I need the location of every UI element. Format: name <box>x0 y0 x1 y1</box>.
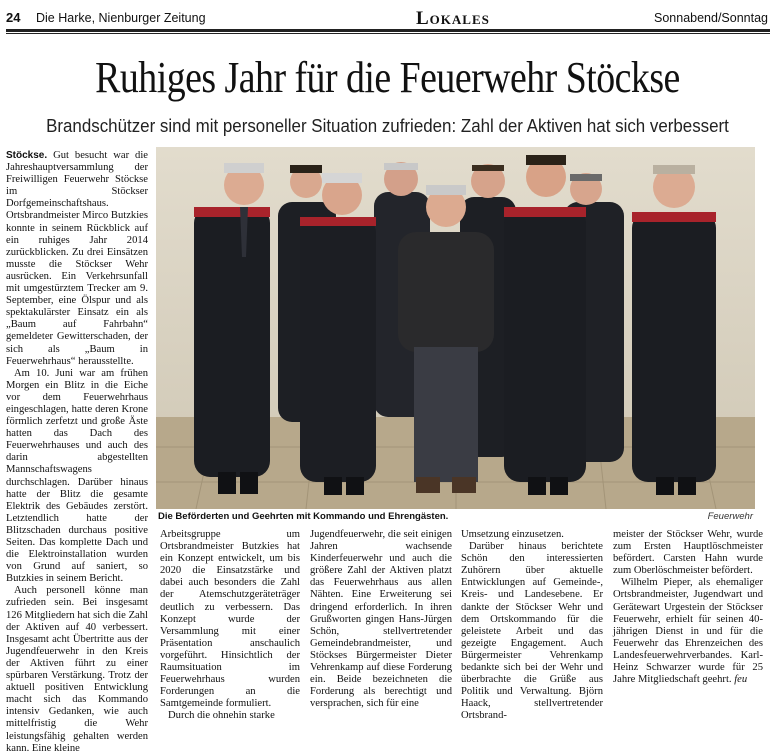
paragraph: meister der Stöckser Wehr, wurde zum Ersten Hauptlöschmeister befördert. Carsten Hahn wurde zum Oberlöschmeister befördert. <box>613 529 763 577</box>
section-title: Lokales <box>416 8 490 29</box>
paragraph: Durch die ohnehin starke <box>168 710 275 722</box>
photo-credit: Feuerwehr <box>707 511 753 522</box>
newspaper-name: Die Harke, Nienburger Zeitung <box>36 11 206 25</box>
article-column-5 <box>613 529 763 686</box>
paragraph-text: Wilhelm Pieper, als ehemaliger Ortsbrandmeister, Jugendwart und Gerätewart Urgestein der Stöckser Feuerwehr, erhielt für seinen 40-jährigen Dienst in und für die Feuerwehr das Ehrenzeichen des Landesfeuerwehrverbandes. Karl-Heinz Schwarzer wurde für 25 Jahre Mitgliedschaft geehrt. <box>613 577 763 686</box>
person-front-2 <box>300 173 376 495</box>
article-column-2 <box>160 529 300 723</box>
paragraph <box>6 150 148 368</box>
article-column-3 <box>310 529 452 710</box>
header-rule-thin <box>6 33 770 34</box>
paragraph: Am 10. Juni war am frühen Morgen ein Blitz in die Eiche vor dem Feuerwehrhaus eingeschlagen, hatte deren Krone förmlich zerfetzt und große Äste hatten das Dach des Feuerwehrhauses und auch des darin abgestellten Mannschaftswagens durchschlagen. Darüber hinaus hatte der Blitz die gesamte Elektrik des Gebäudes zerstört. Letztendlich hatte der Blitzschaden durchaus positive Seiten. Das komplette Dach und die Elektroinstallation wurden von Grund auf saniert, so Butzkies in seinem Bericht. <box>6 367 148 585</box>
paragraph: Umsetzung einzusetzen. <box>461 529 564 540</box>
header-rule <box>6 29 770 32</box>
photo-caption: Die Beförderten und Geehrten mit Kommando und Ehrengästen. <box>158 511 449 522</box>
page-header <box>6 6 768 28</box>
subheadline: Brandschützer sind mit personeller Situation zufrieden: Zahl der Aktiven hat sich verbessert <box>46 116 729 136</box>
article-column-1 <box>6 150 148 755</box>
paragraph: Arbeitsgruppe um Ortsbrandmeister Butzkies hat ein Konzept entwickelt, um bis 2020 die Einsatzstärke und dabei auch besonders die Zahl der Atemschutzgeräteträger deutlich zu verbessern. Das Konzept wurde der Versammlung mit einer Präsentation anschaulich vorgeführt. Hinsichtlich der Raumsituation im Feuerwehrhaus wurden Forderungen an die Samtgemeinde formuliert. <box>160 529 300 710</box>
paragraph: Darüber hinaus berichtete Schön den interessierten Zuhörern über aktuelle Entwicklungen auf Gemeinde-, Kreis- und Landesebene. Er dankte der Stöckser Wehr und dem Ortskommando für die geleistete Arbeit und das gezeigte Engagement. Auch Bürgermeister Vehrenkamp bedankte sich bei der Wehr und überbrachte die Grüße aus Politik und Verwaltung. Björn Haack, stellvertretender Ortsbrand- <box>461 541 603 722</box>
paragraph <box>613 577 763 686</box>
article-column-4 <box>461 529 603 723</box>
dateline: Stöckse. <box>6 150 48 161</box>
photo-caption-bar <box>156 510 755 524</box>
paragraph-text: Gut besucht war die Jahreshauptversammlung der Freiwilligen Feuerwehr Stöckse im Stöckser Dorfgemeinschaftshaus. Ortsbrandmeister Mirco Butzkies konnte in seinem Rückblick auf ein ruhiges Jahr 2014 zurückblicken. Zu drei Einsätzen musste die Stöckser Wehr ausrücken. Ein Verkehrsunfall mit umgestürztem Trecker am 9. September, eine Ölspur und als spektakulärster Einsatz ein als „Baum auf Fahrbahn“ gemeldeter Gewitterschaden, der sich als „Baum in Feuerwehrhaus“ herausstellte. <box>6 150 148 367</box>
issue-date: Sonnabend/Sonntag <box>654 11 768 25</box>
headline: Ruhiges Jahr für die Feuerwehr Stöckse <box>95 53 680 102</box>
paragraph: Jugendfeuerwehr, die seit einigen Jahren wachsende Kinderfeuerwehr und auch die größere Zahl der Aktiven platzt das Feuerwehrhaus aus allen Nähten. Eine Erweiterung sei dringend erforderlich. In ihren Grußworten gingen Hans-Jürgen Schön, stellvertretender Gemeindebrandmeister, und Stöckses Bürgermeister Dieter Vehrenkamp auf diese Forderung ein. Beide bezeichneten die Forderung als berechtigt und versprachen, sich für eine <box>310 529 452 710</box>
author-initials: feu <box>734 674 748 686</box>
group-photo <box>156 147 755 509</box>
person-front-5 <box>632 165 716 495</box>
group-photo-illustration <box>156 147 755 509</box>
page-number: 24 <box>6 10 21 25</box>
paragraph: Auch personell könne man zufrieden sein. Bei insgesamt 126 Mitgliedern hat sich die Zahl der Aktiven auf 40 verbessert. Insgesamt acht Übertritte aus der Jugendfeuerwehr in den Kreis der Aktiven führt zu einer spürbaren Verstärkung. Trotz der aktuell positiven Entwicklung macht sich das Kommando intensiv Gedanken, wie auch mittelfristig die Wehr leistungsfähig gehalten werden kann. Eine kleine <box>6 585 148 754</box>
person-front-1 <box>194 163 270 494</box>
